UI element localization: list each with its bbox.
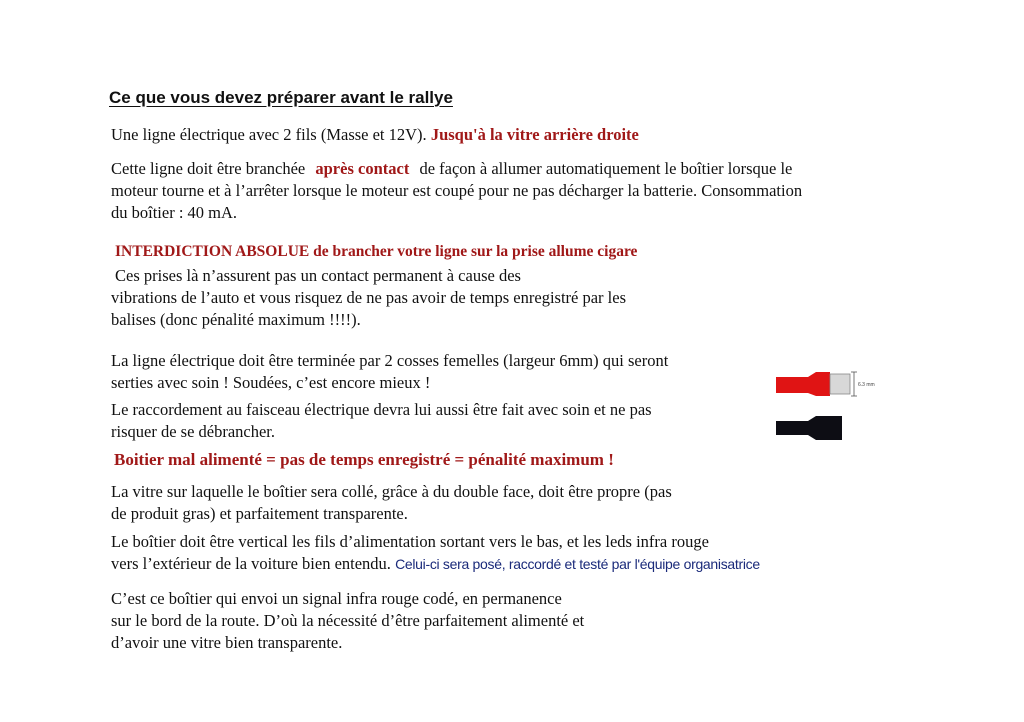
- prohibition-warning: INTERDICTION ABSOLUE de brancher votre ligne sur la prise allume cigare: [115, 243, 638, 260]
- paragraph-line: moteur tourne et à l’arrêter lorsque le moteur est coupé pour ne pas décharger la batterie. Consommation: [111, 181, 803, 200]
- text-segment: vers l’extérieur de la voiture bien entendu.: [111, 554, 391, 573]
- power-line-text: Une ligne électrique avec 2 fils (Masse et 12V).: [111, 125, 427, 144]
- paragraph-line: C’est ce boîtier qui envoi un signal infra rouge codé, en permanence: [111, 589, 562, 608]
- paragraph-line: serties avec soin ! Soudées, c’est encore mieux !: [111, 373, 431, 392]
- paragraph-line: balises (donc pénalité maximum !!!!).: [111, 310, 361, 329]
- text-segment: Cette ligne doit être branchée: [111, 159, 306, 178]
- organizer-note: Celui-ci sera posé, raccordé et testé par l'équipe organisatrice: [395, 556, 760, 572]
- red-connector-icon: [776, 372, 850, 396]
- power-failure-alert: Boitier mal alimenté = pas de temps enregistré = pénalité maximum !: [114, 450, 614, 469]
- paragraph-line: sur le bord de la route. D’où la nécessité d’être parfaitement alimenté et: [111, 611, 585, 630]
- width-dimension-icon: [851, 372, 875, 396]
- text-segment: de façon à allumer automatiquement le boîtier lorsque le: [419, 159, 793, 178]
- paragraph-line: [111, 158, 792, 179]
- page-title: Ce que vous devez préparer avant le rallye: [109, 88, 453, 107]
- paragraph-line: vibrations de l’auto et vous risquez de ne pas avoir de temps enregistré par les: [111, 288, 627, 307]
- black-connector-icon: [776, 416, 842, 440]
- paragraph-line: [111, 553, 760, 575]
- paragraph-line: La vitre sur laquelle le boîtier sera collé, grâce à du double face, doit être propre (pas: [111, 482, 672, 501]
- paragraph-line: Ces prises là n’assurent pas un contact permanent à cause des: [115, 266, 521, 285]
- paragraph-line: Le raccordement au faisceau électrique devra lui aussi être fait avec soin et ne pas: [111, 400, 652, 419]
- connector-illustration: [770, 366, 875, 446]
- dimension-label: 6.3 mm: [858, 382, 875, 388]
- paragraph-line: La ligne électrique doit être terminée par 2 cosses femelles (largeur 6mm) qui seront: [111, 351, 669, 370]
- paragraph-line: Le boîtier doit être vertical les fils d’alimentation sortant vers le bas, et les leds infra rouge: [111, 532, 709, 551]
- paragraph-line: d’avoir une vitre bien transparente.: [111, 633, 343, 652]
- paragraph-line: [111, 124, 639, 145]
- paragraph-line: du boîtier : 40 mA.: [111, 203, 238, 222]
- rear-window-highlight: Jusqu'à la vitre arrière droite: [430, 125, 639, 144]
- after-ignition-highlight: après contact: [315, 159, 410, 178]
- paragraph-line: risquer de se débrancher.: [111, 422, 276, 441]
- paragraph-line: de produit gras) et parfaitement transparente.: [111, 504, 408, 523]
